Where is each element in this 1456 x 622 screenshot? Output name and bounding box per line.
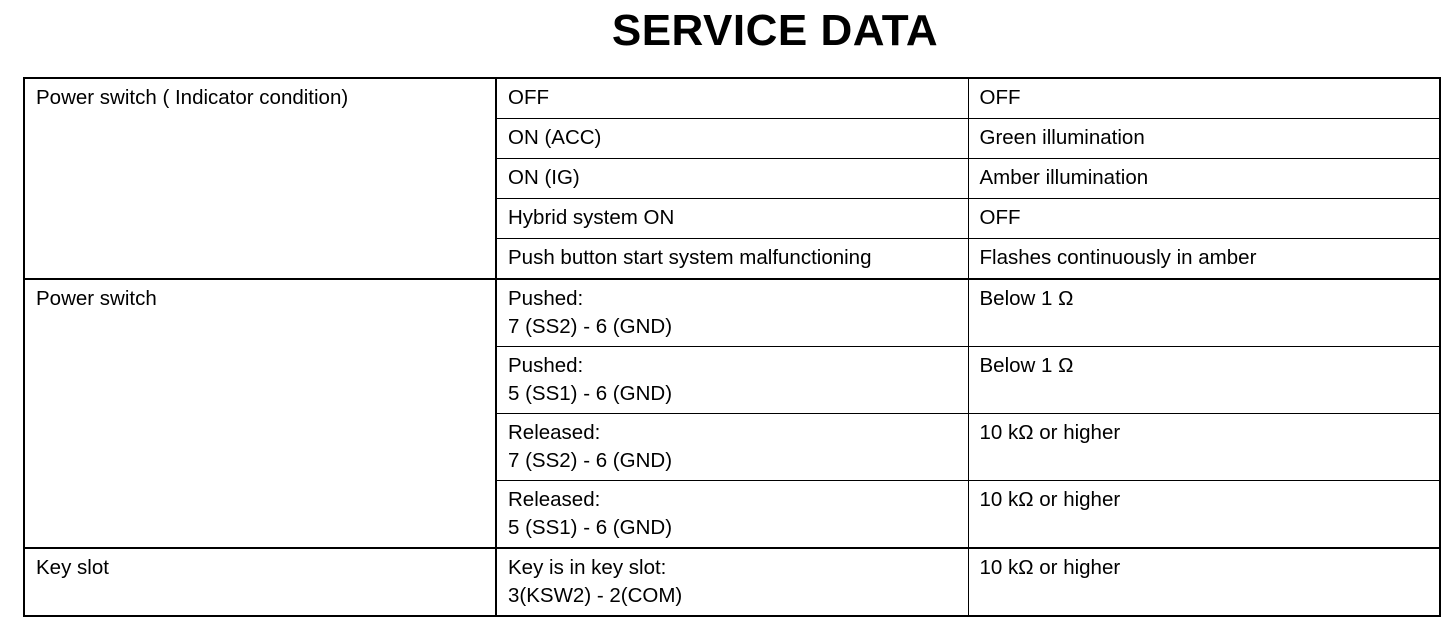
spec-cell: 10 kΩ or higher xyxy=(968,548,1440,616)
item-cell: Key slot xyxy=(24,548,496,616)
spec-cell: OFF xyxy=(968,199,1440,239)
item-cell: Power switch xyxy=(24,279,496,548)
condition-cell: Hybrid system ON xyxy=(496,199,968,239)
spec-cell: Below 1 Ω xyxy=(968,279,1440,347)
spec-cell: OFF xyxy=(968,78,1440,119)
condition-cell: Pushed: 7 (SS2) - 6 (GND) xyxy=(496,279,968,347)
condition-cell: Released: 5 (SS1) - 6 (GND) xyxy=(496,481,968,549)
condition-cell: Push button start system malfunctioning xyxy=(496,239,968,280)
condition-cell: Pushed: 5 (SS1) - 6 (GND) xyxy=(496,347,968,414)
spec-cell: 10 kΩ or higher xyxy=(968,481,1440,549)
spec-cell: Below 1 Ω xyxy=(968,347,1440,414)
condition-cell: ON (IG) xyxy=(496,159,968,199)
spec-cell: Amber illumination xyxy=(968,159,1440,199)
item-cell: Power switch ( Indicator condition) xyxy=(24,78,496,279)
table-row xyxy=(24,279,1440,347)
condition-cell: Released: 7 (SS2) - 6 (GND) xyxy=(496,414,968,481)
table-row xyxy=(24,78,1440,119)
table-row xyxy=(24,548,1440,616)
condition-cell: ON (ACC) xyxy=(496,119,968,159)
spec-cell: Green illumination xyxy=(968,119,1440,159)
spec-cell: Flashes continuously in amber xyxy=(968,239,1440,280)
service-data-table xyxy=(23,77,1441,617)
spec-cell: 10 kΩ or higher xyxy=(968,414,1440,481)
condition-cell: Key is in key slot: 3(KSW2) - 2(COM) xyxy=(496,548,968,616)
condition-cell: OFF xyxy=(496,78,968,119)
page-title: SERVICE DATA xyxy=(611,6,939,55)
